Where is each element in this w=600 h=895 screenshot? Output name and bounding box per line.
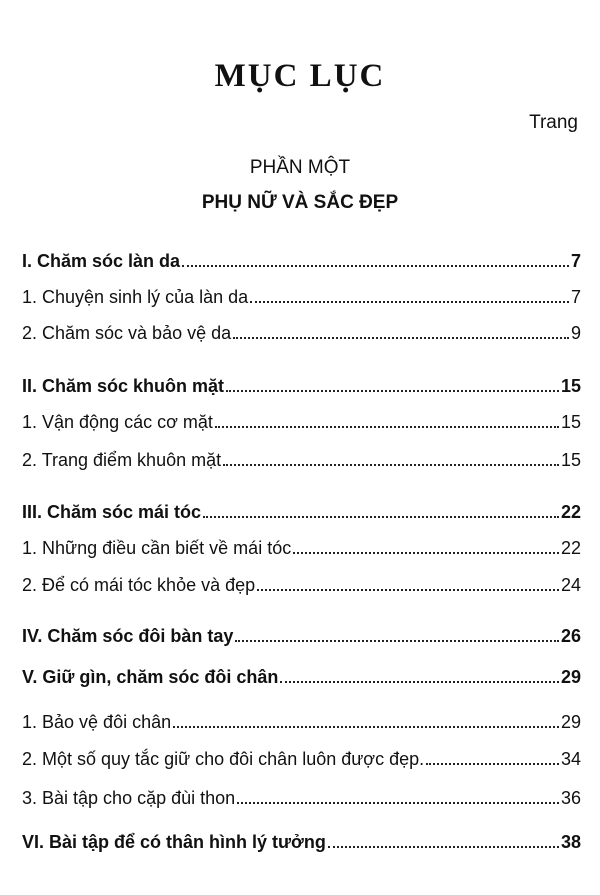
toc-entry-label: 3. Bài tập cho cặp đùi thon [22, 788, 236, 808]
toc-entry[interactable] [22, 709, 581, 735]
toc-entry-page: 22 [560, 502, 581, 522]
toc-entry-label: 2. Một số quy tắc giữ cho đôi chân luôn được đẹp. [22, 749, 425, 769]
toc-entry-label: 2. Để có mái tóc khỏe và đẹp [22, 575, 256, 595]
toc-entry-page: 34 [560, 749, 581, 769]
toc-entry-label: III. Chăm sóc mái tóc [22, 502, 202, 522]
dot-leader [426, 763, 559, 765]
toc-entry-label: 1. Chuyện sinh lý của làn da [22, 287, 249, 307]
toc-entry[interactable] [22, 572, 581, 598]
toc-entry-label: V. Giữ gìn, chăm sóc đôi chân [22, 667, 279, 687]
dot-leader [226, 390, 559, 392]
toc-entry-label: 1. Vận động các cơ mặt [22, 412, 213, 432]
toc-entry-page: 15 [560, 376, 581, 396]
toc-entry[interactable] [22, 785, 581, 811]
dot-leader [328, 846, 559, 848]
toc-entry-page: 22 [560, 538, 581, 558]
toc-entry[interactable] [22, 746, 581, 772]
toc-entry-label: 1. Bảo vệ đôi chân [22, 712, 172, 732]
dot-leader [235, 640, 559, 642]
toc-entry[interactable] [22, 373, 581, 399]
toc-entry-label: II. Chăm sóc khuôn mặt [22, 376, 225, 396]
toc-entry-page: 29 [560, 667, 581, 687]
toc-entry[interactable] [22, 248, 581, 274]
dot-leader [215, 426, 559, 428]
part-label: PHẦN MỘT [249, 157, 351, 178]
toc-entry-page: 7 [570, 287, 581, 307]
toc-entry[interactable] [22, 829, 581, 855]
toc-entry-page: 9 [570, 323, 581, 343]
toc-entry-label: IV. Chăm sóc đôi bàn tay [22, 626, 234, 646]
toc-entry[interactable] [22, 499, 581, 525]
toc-entry[interactable] [22, 623, 581, 649]
toc-entry-page: 26 [560, 626, 581, 646]
part-title: PHỤ NỮ VÀ SẮC ĐẸP [201, 192, 399, 213]
page-title: MỤC LỤC [214, 58, 386, 94]
dot-leader [280, 681, 559, 683]
toc-entry[interactable] [22, 409, 581, 435]
dot-leader [293, 552, 559, 554]
dot-leader [250, 301, 569, 303]
dot-leader [203, 516, 559, 518]
toc-entry-page: 29 [560, 712, 581, 732]
toc-entry[interactable] [22, 664, 581, 690]
toc-entry[interactable] [22, 320, 581, 346]
toc-entry-page: 24 [560, 575, 581, 595]
toc-entry-label: VI. Bài tập để có thân hình lý tưởng [22, 832, 326, 852]
toc-entry-label: 2. Trang điểm khuôn mặt [22, 450, 222, 470]
toc-entry[interactable] [22, 535, 581, 561]
toc-entry-page: 38 [560, 832, 581, 852]
dot-leader [257, 589, 559, 591]
toc-entry-page: 15 [560, 450, 581, 470]
toc-entry-page: 7 [570, 251, 581, 271]
toc-entry[interactable] [22, 284, 581, 310]
toc-entry-page: 36 [560, 788, 581, 808]
dot-leader [237, 802, 559, 804]
dot-leader [182, 265, 569, 267]
toc-entry[interactable] [22, 447, 581, 473]
dot-leader [233, 337, 569, 339]
page-column-header: Trang [529, 112, 578, 133]
dot-leader [223, 464, 559, 466]
toc-entry-label: I. Chăm sóc làn da [22, 251, 181, 271]
toc-entry-page: 15 [560, 412, 581, 432]
dot-leader [173, 726, 559, 728]
toc-entry-label: 1. Những điều cần biết về mái tóc [22, 538, 292, 558]
toc-entry-label: 2. Chăm sóc và bảo vệ da [22, 323, 232, 343]
